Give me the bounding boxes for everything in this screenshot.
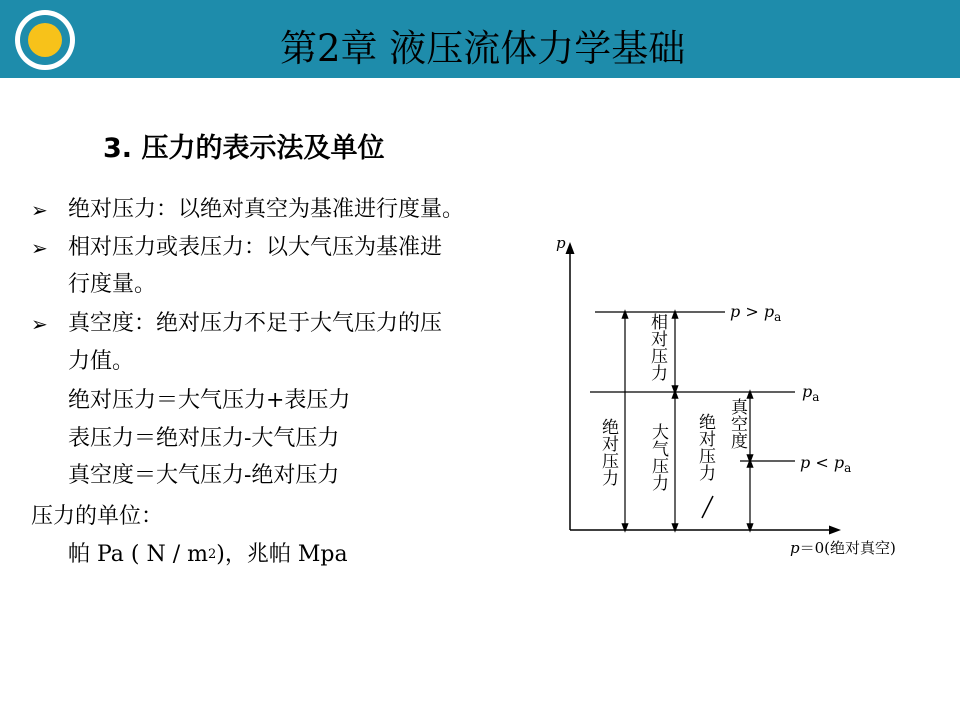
label-pa: $p_a$: [802, 382, 820, 404]
units-line: 帕 Pa ( N / $m^2$)，兆帕 Mpa: [68, 542, 348, 567]
bullet-relative-pressure-cont: 行度量。: [68, 272, 157, 297]
arrow-bullet-icon: ➢: [31, 198, 48, 222]
bullet-vacuum: 真空度：绝对压力不足于大气压力的压: [68, 311, 443, 336]
logo-icon: [15, 10, 75, 70]
bullet-relative-pressure: 相对压力或表压力：以大气压为基准进: [68, 235, 443, 260]
header-bar: [0, 0, 960, 78]
label-atmospheric: 大气压力: [648, 423, 668, 491]
pointer-line: [702, 496, 713, 518]
arrow-bullet-icon: ➢: [31, 312, 48, 336]
bullet-vacuum-cont: 力值。: [68, 349, 135, 374]
formula-absolute: 绝对压力＝大气压力+表压力: [68, 388, 351, 413]
label-relative: 相对压力: [647, 313, 667, 381]
pressure-diagram: [550, 228, 950, 568]
label-abs-right: 绝对压力: [695, 413, 715, 481]
label-p-lt-pa: $p < p_a$: [800, 453, 852, 475]
y-axis-label: p: [556, 234, 566, 252]
section-title: 3. 压力的表示法及单位: [103, 133, 385, 164]
label-vacuum: 真空度: [727, 398, 747, 449]
units-heading: 压力的单位：: [31, 504, 164, 529]
arrow-bullet-icon: ➢: [31, 236, 48, 260]
label-abs-left: 绝对压力: [598, 418, 618, 486]
bullet-absolute-pressure: 绝对压力：以绝对真空为基准进行度量。: [68, 197, 465, 222]
label-absolute-vacuum: p＝0(绝对真空): [790, 539, 896, 557]
formula-gauge: 表压力＝绝对压力-大气压力: [68, 426, 340, 451]
chapter-title: 第2章 液压流体力学基础: [280, 27, 686, 70]
formula-vacuum: 真空度＝大气压力-绝对压力: [68, 463, 340, 488]
label-p-gt-pa: $p > p_a$: [730, 302, 782, 324]
